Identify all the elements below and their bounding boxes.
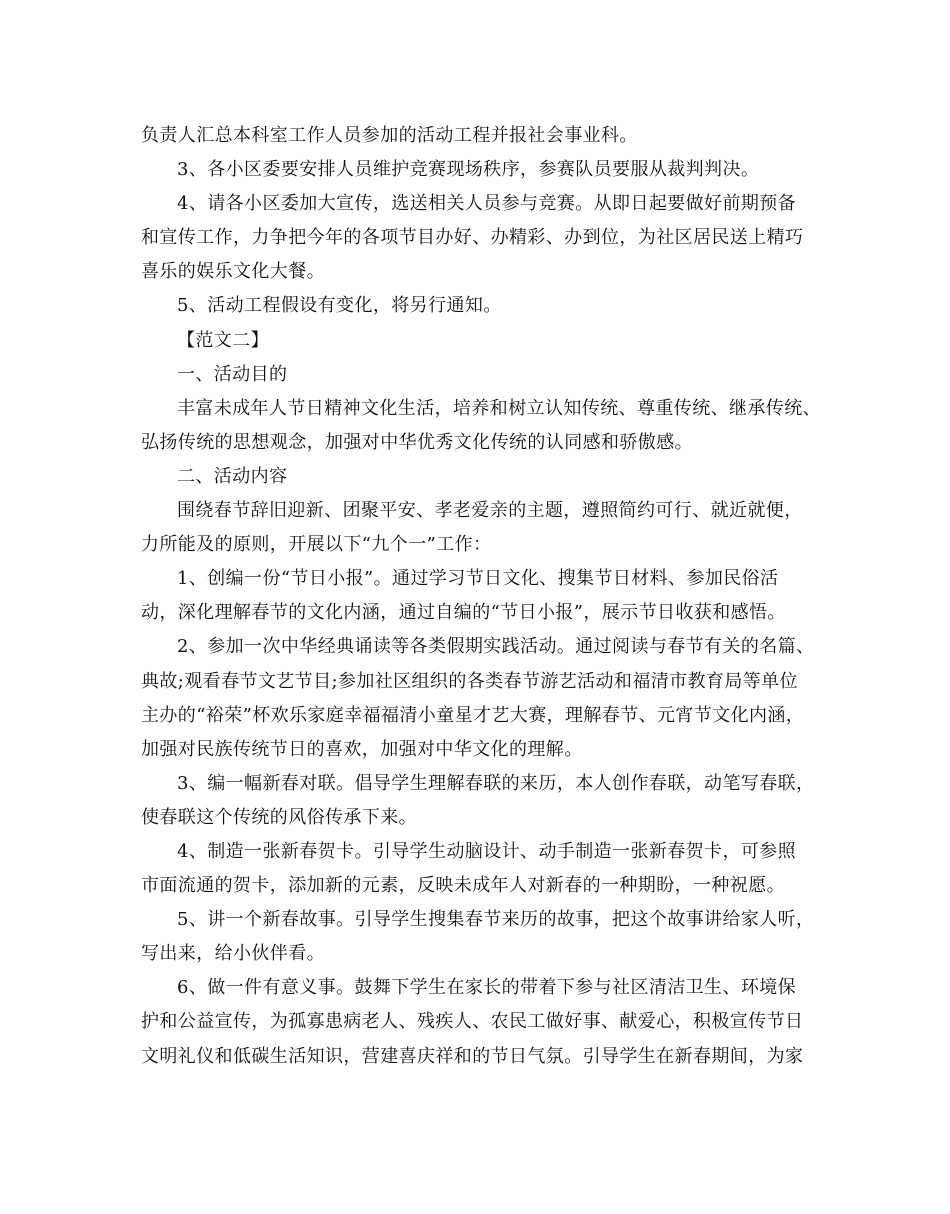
text-line: 喜乐的娱乐文化大餐。 bbox=[141, 261, 325, 283]
text-line: 围绕春节辞旧迎新、团聚平安、孝老爱亲的主题，遵照简约可行、就近就便， bbox=[177, 500, 803, 522]
text-line: 文明礼仪和低碳生活知识，营建喜庆祥和的节日气氛。引导学生在新春期间，为家 bbox=[141, 1045, 804, 1067]
text-line: 负责人汇总本科室工作人员参加的活动工程并报社会事业科。 bbox=[141, 125, 638, 146]
text-line: 4、制造一张新春贺卡。引导学生动脑设计、动手制造一张新春贺卡，可参照 bbox=[177, 840, 797, 862]
text-line: 2、参加一次中华经典诵读等各类假期实践活动。通过阅读与春节有关的名篇、 bbox=[177, 636, 815, 658]
text-line: 弘扬传统的思想观念，加强对中华优秀文化传统的认同感和骄傲感。 bbox=[141, 431, 693, 453]
text-line: 典故;观看春节文艺节目;参加社区组织的各类春节游艺活动和福清市教育局等单位 bbox=[141, 670, 798, 692]
text-line: 加强对民族传统节日的喜欢，加强对中华文化的理解。 bbox=[141, 738, 583, 760]
text-line: 6、做一件有意义事。鼓舞下学生在家长的带着下参与社区清洁卫生、环境保 bbox=[177, 977, 797, 999]
text-line: 写出来，给小伙伴看。 bbox=[141, 943, 325, 965]
text-line: 丰富未成年人节日精神文化生活，培养和树立认知传统、尊重传统、继承传统、 bbox=[177, 397, 821, 419]
text-line: 一、活动目的 bbox=[177, 363, 288, 385]
text-line: 使春联这个传统的风俗传承下来。 bbox=[141, 806, 417, 828]
text-line: 力所能及的原则，开展以下“九个一”工作： bbox=[141, 534, 492, 556]
text-line: 主办的“裕荣”杯欢乐家庭幸福福清小童星才艺大赛，理解春节、元宵节文化内涵， bbox=[141, 704, 805, 726]
text-line: 1、创编一份“节日小报”。通过学习节日文化、搜集节日材料、参加民俗活 bbox=[177, 568, 779, 590]
text-line: 5、讲一个新春故事。引导学生搜集春节来历的故事，把这个故事讲给家人听， bbox=[177, 909, 815, 931]
document-body bbox=[141, 119, 821, 1074]
text-line: 4、请各小区委加大宣传，选送相关人员参与竞赛。从即日起要做好前期预备 bbox=[177, 193, 797, 215]
text-line: 二、活动内容 bbox=[177, 465, 288, 487]
text-line: 5、活动工程假设有变化，将另行通知。 bbox=[177, 295, 502, 317]
text-line: 【范文二】 bbox=[177, 329, 269, 351]
text-line: 护和公益宣传，为孤寡患病老人、残疾人、农民工做好事、献爱心，积极宣传节日 bbox=[141, 1011, 804, 1033]
text-line: 动，深化理解春节的文化内涵，通过自编的“节日小报”，展示节日收获和感悟。 bbox=[141, 602, 786, 624]
text-line: 市面流通的贺卡，添加新的元素，反映未成年人对新春的一种期盼，一种祝愿。 bbox=[141, 875, 785, 897]
text-line: 和宣传工作，力争把今年的各项节目办好、办精彩、办到位，为社区居民送上精巧 bbox=[141, 227, 804, 249]
text-line: 3、各小区委要安排人员维护竞赛现场秩序，参赛队员要服从裁判判决。 bbox=[177, 159, 760, 181]
text-line: 3、编一幅新春对联。倡导学生理解春联的来历，本人创作春联，动笔写春联， bbox=[177, 772, 815, 794]
